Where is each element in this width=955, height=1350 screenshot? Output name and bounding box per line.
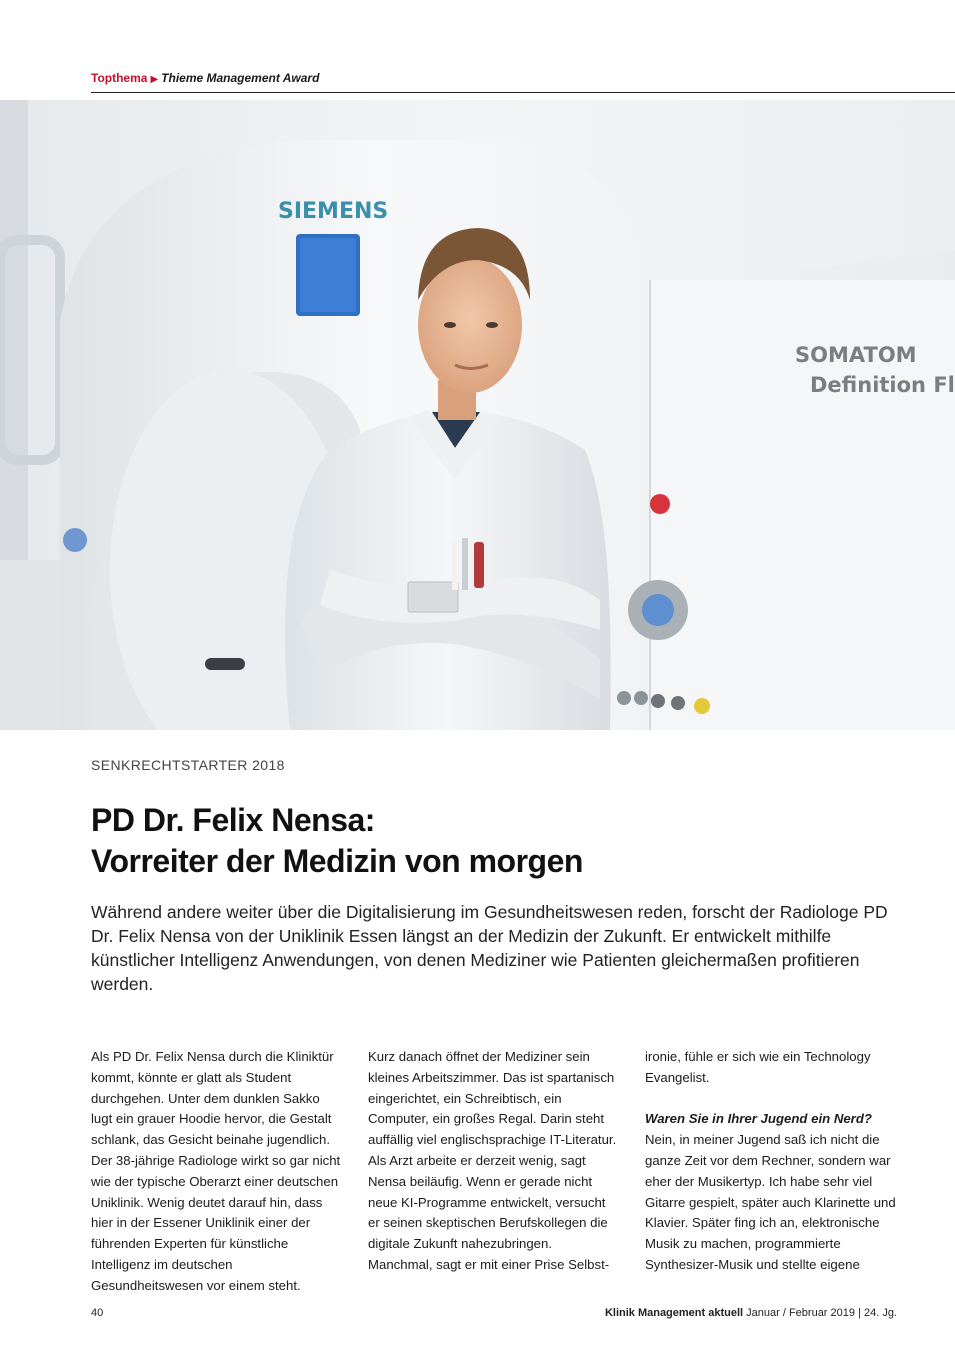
page-number: 40 <box>91 1307 104 1319</box>
article-kicker: SENKRECHTSTARTER 2018 <box>91 757 285 773</box>
article-lead: Während andere weiter über die Digitalisierung im Gesundheitswesen reden, forscht der Radiologe PD Dr. Felix Nensa von der Uniklinik Essen längst an der Medizin der Zukunft. Er entwickelt mithilfe künstlicher Intelligenz Anwendungen, von denen Mediziner wie Patienten gleichermaßen profitieren werden. <box>91 902 888 994</box>
running-header <box>91 70 955 93</box>
headline-line-2: Vorreiter der Medizin von morgen <box>91 843 583 879</box>
interview-answer: Nein, in meiner Jugend saß ich nicht die ganze Zeit vor dem Rechner, sondern war eher der Musikertyp. Ich habe sehr viel Gitarre gespielt, später auch Klarinette und Klavier. Später fing ich an, elektronische Musik zu machen, programmierte Synthesizer-Musik und stellte eigene <box>645 1132 896 1272</box>
article-headline <box>91 800 911 882</box>
scanner-model-line2: Definition Fl <box>810 373 955 397</box>
scanner-model-line1: SOMATOM <box>795 343 917 367</box>
scanner-brand-label: SIEMENS <box>278 199 389 224</box>
section-label: Topthema <box>91 71 148 85</box>
issue-date: Januar / Februar 2019 | 24. Jg. <box>746 1307 897 1319</box>
magazine-name: Klinik Management aktuell <box>604 1307 744 1319</box>
page-footer <box>91 1305 897 1321</box>
issue-imprint <box>605 1305 897 1321</box>
headline-line-1: PD Dr. Felix Nensa: <box>91 802 375 838</box>
body-paragraph: Als PD Dr. Felix Nensa durch die Kliniktür kommt, könnte er glatt als Student durchgehen. Unter dem dunklen Sakko lugt ein grauer Hoodie hervor, die Gestalt schlank, das Gesicht beinahe jugendlich. Der 38-jährige Radiologe wirkt so gar nicht wie der typische Oberarzt einer deutschen Uniklinik. Wenig deutet darauf hin, dass hier in der Essener Uniklinik einer der führenden Experten für künstliche Intelligenz im deutschen Gesundheitswesen vor einem steht. <box>91 1049 341 1293</box>
body-column-3 <box>645 1047 897 1276</box>
triangle-right-icon: ▶ <box>150 74 159 85</box>
body-column-2 <box>368 1047 620 1276</box>
paragraph-gap <box>645 1089 897 1110</box>
interview-question: Waren Sie in Ihrer Jugend ein Nerd? <box>645 1111 872 1127</box>
body-column-1 <box>91 1047 343 1297</box>
body-paragraph: ironie, fühle er sich wie ein Technology Evangelist. <box>645 1049 871 1085</box>
hero-photo <box>0 100 955 730</box>
topic-label: Thieme Management Award <box>161 71 320 85</box>
body-paragraph: Kurz danach öffnet der Mediziner sein kleines Arbeitszimmer. Das ist spartanisch eingerichtet, ein Schreibtisch, ein Computer, ein großes Regal. Darin steht auffällig viel englischsprachige IT-Literatur. Als Arzt arbeite er derzeit wenig, sagt Nensa beiläufig. Wenn er gerade nicht neue KI-Programme entwickelt, versucht er seinen skeptischen Berufskollegen die digitale Zukunft nahezubringen. Manchmal, sagt er mit einer Prise Selbst- <box>368 1049 617 1272</box>
